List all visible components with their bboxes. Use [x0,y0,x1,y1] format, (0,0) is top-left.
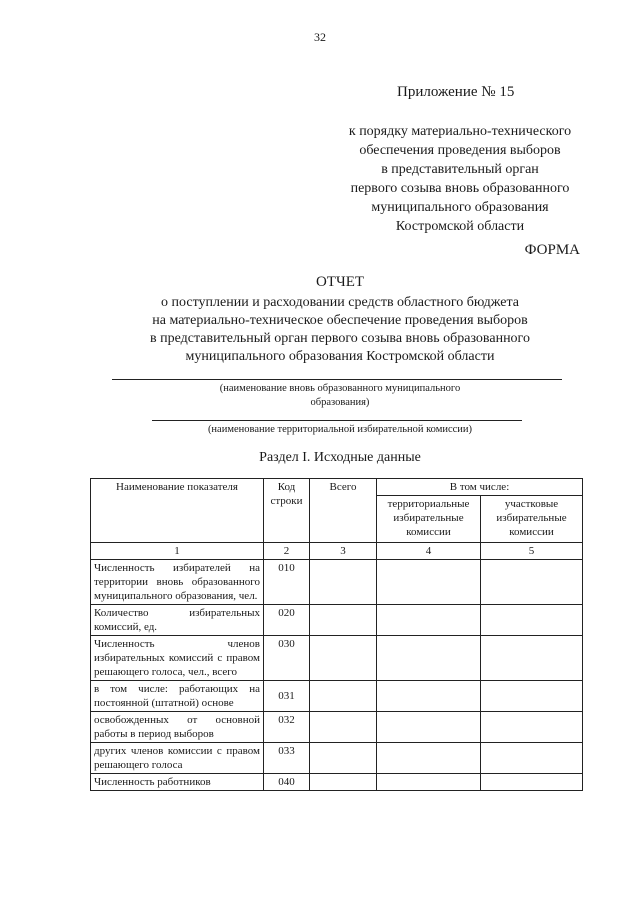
row-code: 031 [264,681,310,712]
column-index: 5 [481,543,583,560]
table-row [91,743,583,774]
row-name: Численность работников [91,774,264,791]
header-including: В том числе: [377,479,583,496]
form-label: ФОРМА [524,242,580,258]
commission-caption: (наименование территориальной избирательной комиссии) [207,424,473,435]
cell-total [310,681,377,712]
column-index: 2 [264,543,310,560]
appendix-line: первого созыва вновь образованного [350,181,570,196]
header-total: Всего [310,479,377,543]
row-name: Численность членов избирательных комиссий с правом решающего голоса, чел., всего [91,636,264,681]
municipality-fill-line [112,379,562,380]
row-code: 040 [264,774,310,791]
table-row [91,605,583,636]
table-row [91,774,583,791]
cell-territorial [377,636,481,681]
municipality-caption-line: (наименование вновь образованного муниципального [219,383,461,394]
row-name: Численность избирателей на территории вновь образованного муниципального образования, чел. [91,560,264,605]
row-code: 020 [264,605,310,636]
appendix-subtitle [330,122,590,236]
row-code: 033 [264,743,310,774]
cell-precinct [481,743,583,774]
cell-territorial [377,560,481,605]
cell-precinct [481,560,583,605]
appendix-line: в представительный орган [381,162,539,177]
appendix-line: к порядку материально-технического [348,124,572,139]
cell-total [310,636,377,681]
column-index: 3 [310,543,377,560]
source-data-table [90,478,583,791]
appendix-line: Костромской области [395,219,525,234]
table-row [91,636,583,681]
table-row [91,681,583,712]
commission-fill-line [152,420,522,421]
cell-precinct [481,774,583,791]
row-code: 010 [264,560,310,605]
header-territorial: территориальные избирательные комиссии [377,496,481,543]
cell-territorial [377,712,481,743]
report-line: муниципального образования Костромской области [185,349,495,364]
cell-total [310,743,377,774]
table-row [91,712,583,743]
row-name: Количество избирательных комиссий, ед. [91,605,264,636]
appendix-line: обеспечения проведения выборов [359,143,561,158]
section-title: Раздел I. Исходные данные [259,450,421,465]
report-line: на материально-техническое обеспечение проведения выборов [152,313,528,328]
cell-precinct [481,636,583,681]
row-name: освобожденных от основной работы в период выборов [91,712,264,743]
cell-total [310,712,377,743]
municipality-caption-line: образования) [310,397,370,408]
row-name: в том числе: работающих на постоянной (штатной) основе [91,681,264,712]
column-index: 4 [377,543,481,560]
report-line: о поступлении и расходовании средств областного бюджета [161,295,519,310]
appendix-title: Приложение № 15 [397,84,515,100]
column-index: 1 [91,543,264,560]
appendix-line: муниципального образования [371,200,549,215]
report-subtitle [0,294,640,366]
cell-precinct [481,681,583,712]
municipality-caption [180,382,500,410]
cell-precinct [481,605,583,636]
cell-territorial [377,743,481,774]
report-title: ОТЧЕТ [315,274,365,290]
table-row [91,560,583,605]
row-code: 030 [264,636,310,681]
row-code: 032 [264,712,310,743]
cell-total [310,605,377,636]
cell-total [310,560,377,605]
cell-territorial [377,774,481,791]
cell-territorial [377,605,481,636]
column-index-row [91,543,583,560]
cell-territorial [377,681,481,712]
header-precinct: участковые избирательные комиссии [481,496,583,543]
report-line: в представительный орган первого созыва вновь образованного [150,331,530,346]
header-code: Код строки [264,479,310,543]
cell-precinct [481,712,583,743]
cell-total [310,774,377,791]
page-number: 32 [314,30,326,44]
row-name: других членов комиссии с правом решающего голоса [91,743,264,774]
header-name: Наименование показателя [91,479,264,543]
